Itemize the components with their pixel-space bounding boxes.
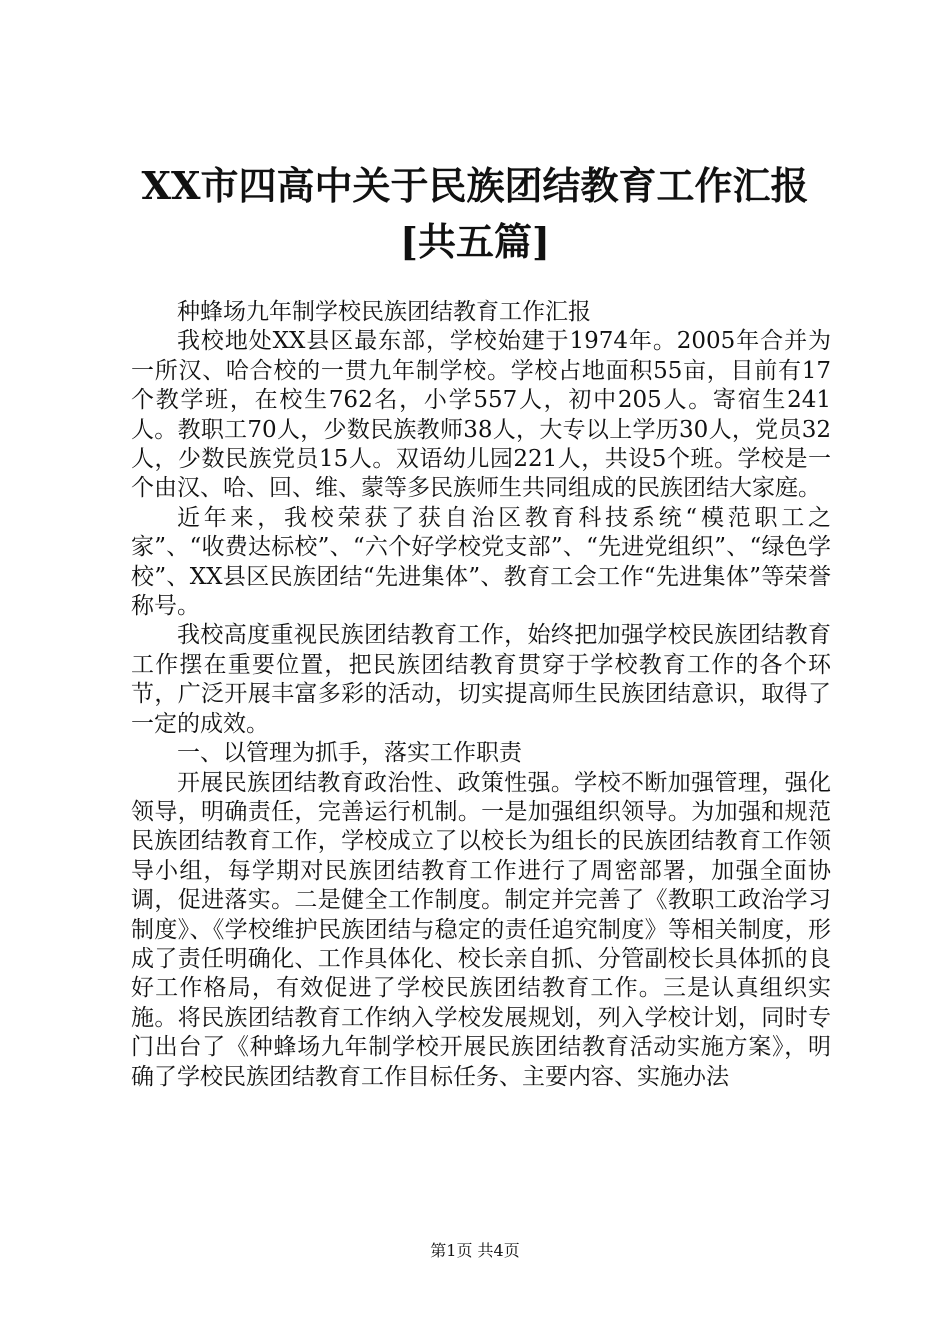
page-number-footer: 第1页 共4页 <box>430 1241 520 1260</box>
paragraph-honors: 近年来，我校荣获了获自治区教育科技系统“模范职工之家”、“收费达标校”、“六个好学校党支部”、“先进党组织”、“绿色学校”、XX县区民族团结“先进集体”、教育工会工作“先进集体”等荣誉称号。 <box>131 504 831 620</box>
paragraph-emphasis: 我校高度重视民族团结教育工作，始终把加强学校民族团结教育工作摆在重要位置，把民族团结教育贯穿于学校教育工作的各个环节，广泛开展丰富多彩的活动，切实提高师生民族团结意识，取得了一定的成效。 <box>131 622 831 737</box>
paragraph-management: 开展民族团结教育政治性、政策性强。学校不断加强管理，强化领导，明确责任，完善运行机制。一是加强组织领导。为加强和规范民族团结教育工作，学校成立了以校长为组长的民族团结教育工作领导小组，每学期对民族团结教育工作进行了周密部署，加强全面协调，促进落实。二是健全工作制度。制定并完善了《教职工政治学习制度》、《学校维护民族团结与稳定的责任追究制度》等相关制度，形成了责任明确化、工作具体化、校长亲自抓、分管副校长具体抓的良好工作格局，有效促进了学校民族团结教育工作。三是认真组织实施。将民族团结教育工作纳入学校发展规划，列入学校计划，同时专门出台了《种蜂场九年制学校开展民族团结教育活动实施方案》，明确了学校民族团结教育工作目标任务、主要内容、实施办法 <box>131 769 831 1090</box>
section-heading-1: 一、以管理为抓手，落实工作职责 <box>177 740 522 767</box>
document-title: XX市四高中关于民族团结教育工作汇报[共五篇] <box>141 163 809 264</box>
paragraph-subtitle: 种蜂场九年制学校民族团结教育工作汇报 <box>177 299 591 325</box>
paragraph-school-overview: 我校地处XX县区最东部，学校始建于1974年。2005年合并为一所汉、哈合校的一贯九年制学校。学校占地面积55亩，目前有17个教学班，在校生762名，小学557人，初中205人。寄宿生241人。教职工70人，少数民族教师38人，大专以上学历30人，党员32人，少数民族党员15人。双语幼儿园221人，共设5个班。学校是一个由汉、哈、回、维、蒙等多民族师生共同组成的民族团结大家庭。 <box>131 328 831 502</box>
document-body <box>131 298 831 1092</box>
